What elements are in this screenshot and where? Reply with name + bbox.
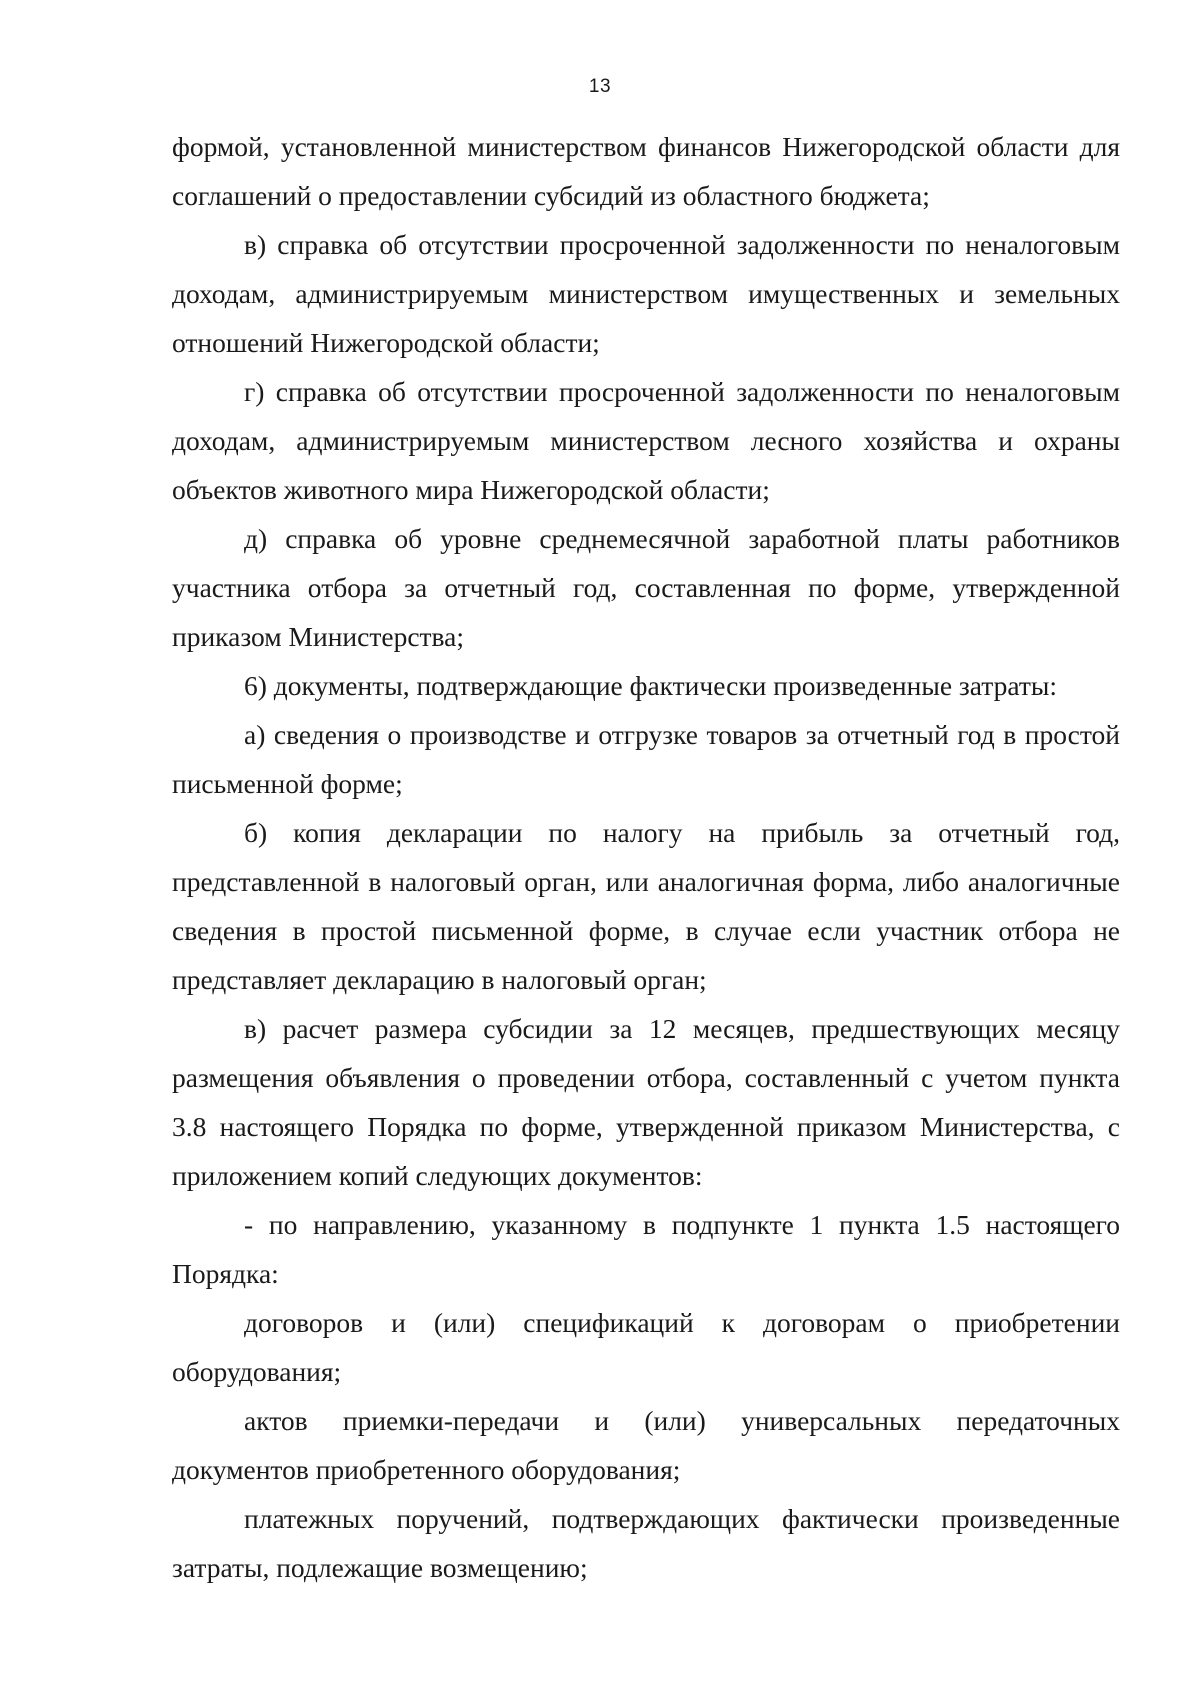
page-number: 13 (588, 76, 612, 97)
paragraph-item-d-salary-certificate: д) справка об уровне среднемесячной заработной платы работников участника отбора за отчетный год, составленная по форме, утвержденной приказом Министерства; (172, 523, 1120, 652)
paragraph-item-v-subsidy-calculation: в) расчет размера субсидии за 12 месяцев, предшествующих месяцу размещения объявления о проведении отбора, составленный с учетом пункта 3.8 настоящего Порядка по форме, утвержденной приказом Министерства, с приложением копий следующих документов: (172, 1013, 1120, 1191)
paragraph-payment-orders: платежных поручений, подтверждающих фактически произведенные затраты, подлежащие возмещению; (172, 1503, 1120, 1583)
paragraph-item-v-property-debt: в) справка об отсутствии просроченной задолженности по неналоговым доходам, администрируемым министерством имущественных и земельных отношений Нижегородской области; (172, 229, 1120, 358)
paragraph-item-b-tax-declaration: б) копия декларации по налогу на прибыль за отчетный год, представленной в налоговый орган, или аналогичная форма, либо аналогичные сведения в простой письменной форме, в случае если участник отбора не представляет декларацию в налоговый орган; (172, 817, 1120, 995)
paragraph-direction-1: - по направлению, указанному в подпункте 1 пункта 1.5 настоящего Порядка: (172, 1209, 1120, 1289)
document-body (172, 122, 1120, 1592)
paragraph-continuation: формой, установленной министерством финансов Нижегородской области для соглашений о предоставлении субсидий из областного бюджета; (172, 131, 1120, 211)
paragraph-contracts: договоров и (или) спецификаций к договорам о приобретении оборудования; (172, 1307, 1120, 1387)
paragraph-item-6-cost-documents: 6) документы, подтверждающие фактически произведенные затраты: (244, 670, 1058, 701)
paragraph-item-g-forestry-debt: г) справка об отсутствии просроченной задолженности по неналоговым доходам, администрируемым министерством лесного хозяйства и охраны объектов животного мира Нижегородской области; (172, 376, 1120, 505)
paragraph-item-a-production-info: а) сведения о производстве и отгрузке товаров за отчетный год в простой письменной форме; (172, 719, 1120, 799)
paragraph-acceptance-acts: актов приемки-передачи и (или) универсальных передаточных документов приобретенного оборудования; (172, 1405, 1120, 1485)
